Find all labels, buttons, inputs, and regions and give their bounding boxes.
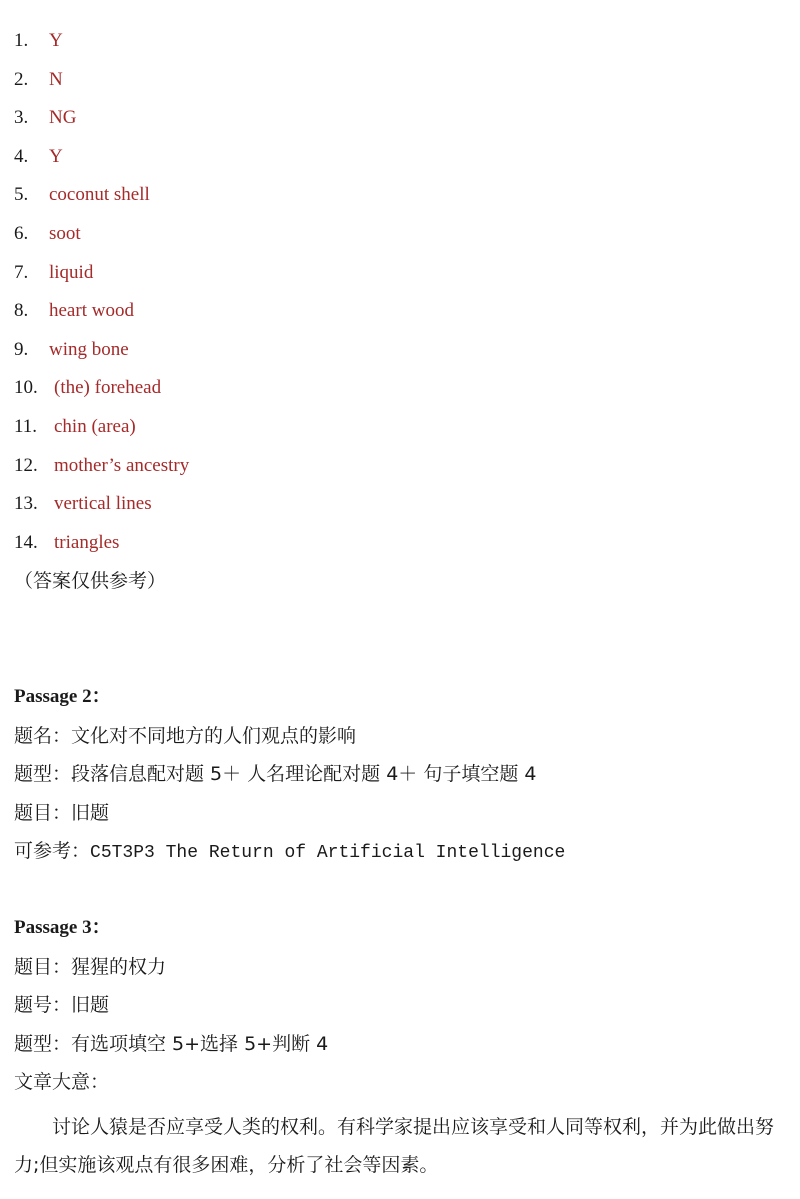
answer-text: Y — [49, 30, 63, 51]
answer-item — [14, 489, 189, 528]
answer-item — [14, 219, 189, 258]
answer-number: 2. — [14, 68, 29, 90]
answer-number: 3. — [14, 107, 29, 129]
answer-text: triangles — [54, 531, 120, 553]
passage-3-summary-label: 文章大意： — [14, 1071, 110, 1093]
answer-number: 1. — [14, 30, 29, 51]
answer-text: Y — [49, 145, 63, 167]
answer-text: wing bone — [49, 338, 129, 360]
answer-number: 14. — [14, 531, 38, 553]
passage-3-type-line: 题型：有选项填空 5+选择 5+判断 4 — [14, 1032, 329, 1055]
passage-3-heading: Passage 3： — [14, 917, 111, 938]
answer-item — [14, 451, 189, 490]
reference-label: 可参考： — [14, 840, 91, 862]
answer-text: vertical lines — [54, 493, 152, 515]
answer-number: 10. — [14, 377, 38, 399]
passage-3-summary-text: 讨论人猿是否应享受人类的权利。有科学家提出应该享受和人同等权利，并为此做出努力;但实施该观点有很多困难，分析了社会等因素。 — [14, 1115, 775, 1176]
passage-2-section — [14, 682, 784, 875]
answer-text: liquid — [49, 261, 94, 283]
reference-value: C5T3P3 The Return of Artificial Intelligence — [90, 843, 566, 863]
answer-text: heart wood — [49, 300, 134, 322]
answer-number: 4. — [14, 145, 29, 167]
reference-note: （答案仅供参考） — [14, 570, 167, 592]
answer-item — [14, 103, 189, 142]
answer-number: 5. — [14, 184, 29, 206]
answer-item — [14, 26, 189, 65]
answer-text: coconut shell — [49, 184, 150, 206]
answer-item — [14, 65, 189, 104]
answer-item — [14, 142, 189, 181]
answer-item — [14, 335, 189, 374]
answer-item — [14, 528, 189, 567]
answer-item — [14, 180, 189, 219]
passage-2-type-line: 题型：段落信息配对题 5＋ 人名理论配对题 4＋ 句子填空题 4 — [14, 763, 537, 785]
passage-3-section — [14, 913, 784, 1184]
answer-number: 12. — [14, 454, 38, 476]
answer-text: N — [49, 68, 63, 90]
answer-number: 6. — [14, 222, 29, 244]
passage-3-number-line: 题号：旧题 — [14, 994, 110, 1016]
answer-text: soot — [49, 222, 81, 244]
answer-item — [14, 296, 189, 335]
answer-number: 8. — [14, 300, 29, 322]
answer-item — [14, 258, 189, 297]
answer-text: NG — [49, 107, 77, 129]
answer-text: mother’s ancestry — [54, 454, 190, 476]
answer-text: chin (area) — [54, 415, 136, 437]
answer-list — [14, 26, 189, 566]
answer-text: (the) forehead — [54, 377, 162, 399]
passage-2-heading: Passage 2： — [14, 686, 111, 707]
answer-item — [14, 373, 189, 412]
passage-2-question-line: 题目：旧题 — [14, 801, 110, 824]
answer-number: 9. — [14, 338, 29, 360]
answer-number: 7. — [14, 261, 29, 283]
answer-item — [14, 412, 189, 451]
passage-2-title-line: 题名：文化对不同地方的人们观点的影响 — [14, 724, 357, 747]
passage-2-reference-line — [14, 836, 784, 875]
answer-number: 11. — [14, 415, 38, 437]
passage-3-title-line: 题目：猩猩的权力 — [14, 955, 167, 978]
answer-number: 13. — [14, 493, 38, 515]
